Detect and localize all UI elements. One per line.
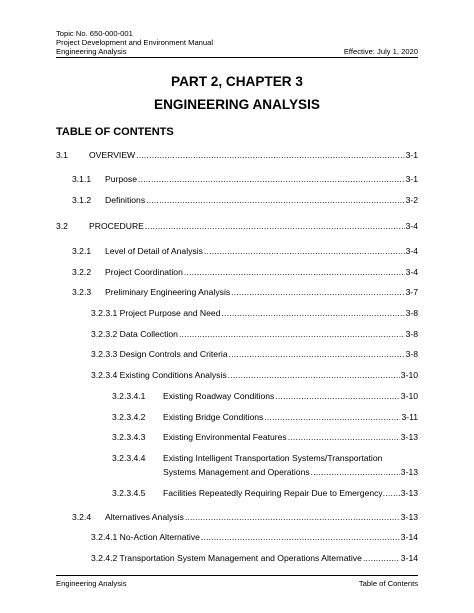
toc-page: 3-1 <box>405 174 418 184</box>
toc-text: PROCEDURE <box>89 221 144 231</box>
toc-text: 3.2.3.1 Project Purpose and Need <box>91 308 221 318</box>
toc-page: 3-4 <box>405 267 418 277</box>
toc-number: 3.1.1 <box>72 174 92 184</box>
toc-number: 3.2.3.4.1 <box>112 391 146 401</box>
toc-page: 3-8 <box>405 329 418 339</box>
toc-leader <box>275 391 399 402</box>
toc-page: 3-14 <box>400 532 418 542</box>
toc-leader <box>184 267 405 278</box>
toc-text: Existing Environmental Features <box>163 432 287 442</box>
toc-page: 3-8 <box>405 349 418 359</box>
toc-leader <box>228 370 400 381</box>
toc-entry[interactable] <box>91 349 418 360</box>
toc-line <box>112 453 382 464</box>
toc-number: 3.2 <box>56 221 68 231</box>
toc-page: 3-4 <box>405 221 418 231</box>
part-title: PART 2, CHAPTER 3 <box>171 74 303 89</box>
toc-page: 3-10 <box>400 391 418 401</box>
header-rule <box>56 57 418 58</box>
toc-entry[interactable] <box>91 329 418 340</box>
toc-page: 3-13 <box>400 467 418 477</box>
toc-entry[interactable] <box>72 512 418 523</box>
toc-leader <box>229 349 405 360</box>
toc-text: Definitions <box>105 195 146 205</box>
toc-text: Existing Roadway Conditions <box>163 391 275 401</box>
toc-text: Purpose <box>105 174 138 184</box>
toc-leader <box>221 308 404 319</box>
header-topic: Topic No. 650-000-001 <box>56 29 133 38</box>
toc-text: Existing Intelligent Transportation Systems/Transportation <box>163 453 383 463</box>
toc-entry[interactable] <box>56 221 418 232</box>
toc-entry[interactable] <box>112 412 418 423</box>
toc-entry[interactable] <box>91 553 418 564</box>
toc-page: 3-8 <box>405 308 418 318</box>
toc-leader <box>138 174 405 185</box>
toc-number: 3.2.3 <box>72 287 92 297</box>
toc-text: Existing Bridge Conditions <box>163 412 264 422</box>
toc-leader <box>204 246 405 257</box>
footer-left: Engineering Analysis <box>56 579 127 588</box>
toc-text-continued: Systems Management and Operations <box>163 467 310 477</box>
toc-page: 3-11 <box>401 412 418 422</box>
toc-leader <box>383 488 401 499</box>
toc-text: 3.2.4.1 No-Action Alternative <box>91 532 200 542</box>
toc-page: 3-7 <box>405 287 418 297</box>
header-section: Engineering Analysis <box>56 47 127 56</box>
toc-leader <box>363 553 400 564</box>
toc-text: 3.2.3.4 Existing Conditions Analysis <box>91 370 227 380</box>
footer-rule <box>56 575 418 576</box>
toc-entry[interactable] <box>112 391 418 402</box>
toc-entry[interactable] <box>56 150 418 161</box>
header-manual: Project Development and Environment Manual <box>56 38 214 47</box>
toc-entry[interactable] <box>91 308 418 319</box>
toc-number: 3.2.4 <box>72 512 92 522</box>
toc-number: 3.2.2 <box>72 267 92 277</box>
toc-text: Alternatives Analysis <box>105 512 184 522</box>
toc-number: 3.2.3.4.5 <box>112 488 146 498</box>
toc-page: 3-10 <box>400 370 418 380</box>
toc-entry[interactable] <box>112 432 418 443</box>
toc-text: Project Coordination <box>105 267 183 277</box>
toc-text: 3.2.3.2 Data Collection <box>91 329 178 339</box>
toc-leader <box>311 467 400 478</box>
chapter-title: ENGINEERING ANALYSIS <box>154 97 320 112</box>
toc-number: 3.2.3.4.3 <box>112 432 146 442</box>
toc-entry[interactable] <box>72 287 418 298</box>
toc-number: 3.2.3.4.4 <box>112 453 146 463</box>
toc-entry[interactable] <box>72 195 418 206</box>
toc-entry[interactable] <box>91 370 418 381</box>
toc-entry[interactable] <box>112 488 418 499</box>
toc-text: Facilities Repeatedly Requiring Repair Due to Emergency <box>163 488 383 498</box>
toc-text: Level of Detail of Analysis <box>105 246 203 256</box>
toc-leader <box>146 195 404 206</box>
toc-entry[interactable] <box>72 174 418 185</box>
toc-leader <box>288 432 400 443</box>
toc-page: 3-14 <box>400 553 418 563</box>
toc-entry[interactable] <box>72 246 418 257</box>
toc-leader <box>264 412 400 423</box>
toc-text: 3.2.4.2 Transportation System Management and Operations Alternative <box>91 553 362 563</box>
header-effective-date: Effective: July 1, 2020 <box>343 47 418 56</box>
toc-leader <box>185 512 400 523</box>
toc-number: 3.2.1 <box>72 246 92 256</box>
toc-number: 3.2.3.4.2 <box>112 412 146 422</box>
toc-page: 3-4 <box>405 246 418 256</box>
toc-leader <box>201 532 400 543</box>
toc-page: 3-13 <box>400 488 418 498</box>
toc-heading: TABLE OF CONTENTS <box>56 126 174 138</box>
toc-entry[interactable] <box>91 532 418 543</box>
toc-page: 3-1 <box>405 150 418 160</box>
toc-page: 3-13 <box>400 512 418 522</box>
toc-page: 3-13 <box>400 432 418 442</box>
toc-entry[interactable] <box>72 267 418 278</box>
toc-leader <box>136 150 404 161</box>
toc-number: 3.1 <box>56 150 68 160</box>
toc-line <box>163 467 418 478</box>
toc-leader <box>231 287 404 298</box>
toc-text: OVERVIEW <box>89 150 136 160</box>
toc-text: Preliminary Engineering Analysis <box>105 287 231 297</box>
toc-page: 3-2 <box>405 195 418 205</box>
toc-text: 3.2.3.3 Design Controls and Criteria <box>91 349 228 359</box>
toc-leader <box>145 221 405 232</box>
footer-right: Table of Contents <box>358 579 418 588</box>
toc-number: 3.1.2 <box>72 195 92 205</box>
toc-leader <box>179 329 405 340</box>
